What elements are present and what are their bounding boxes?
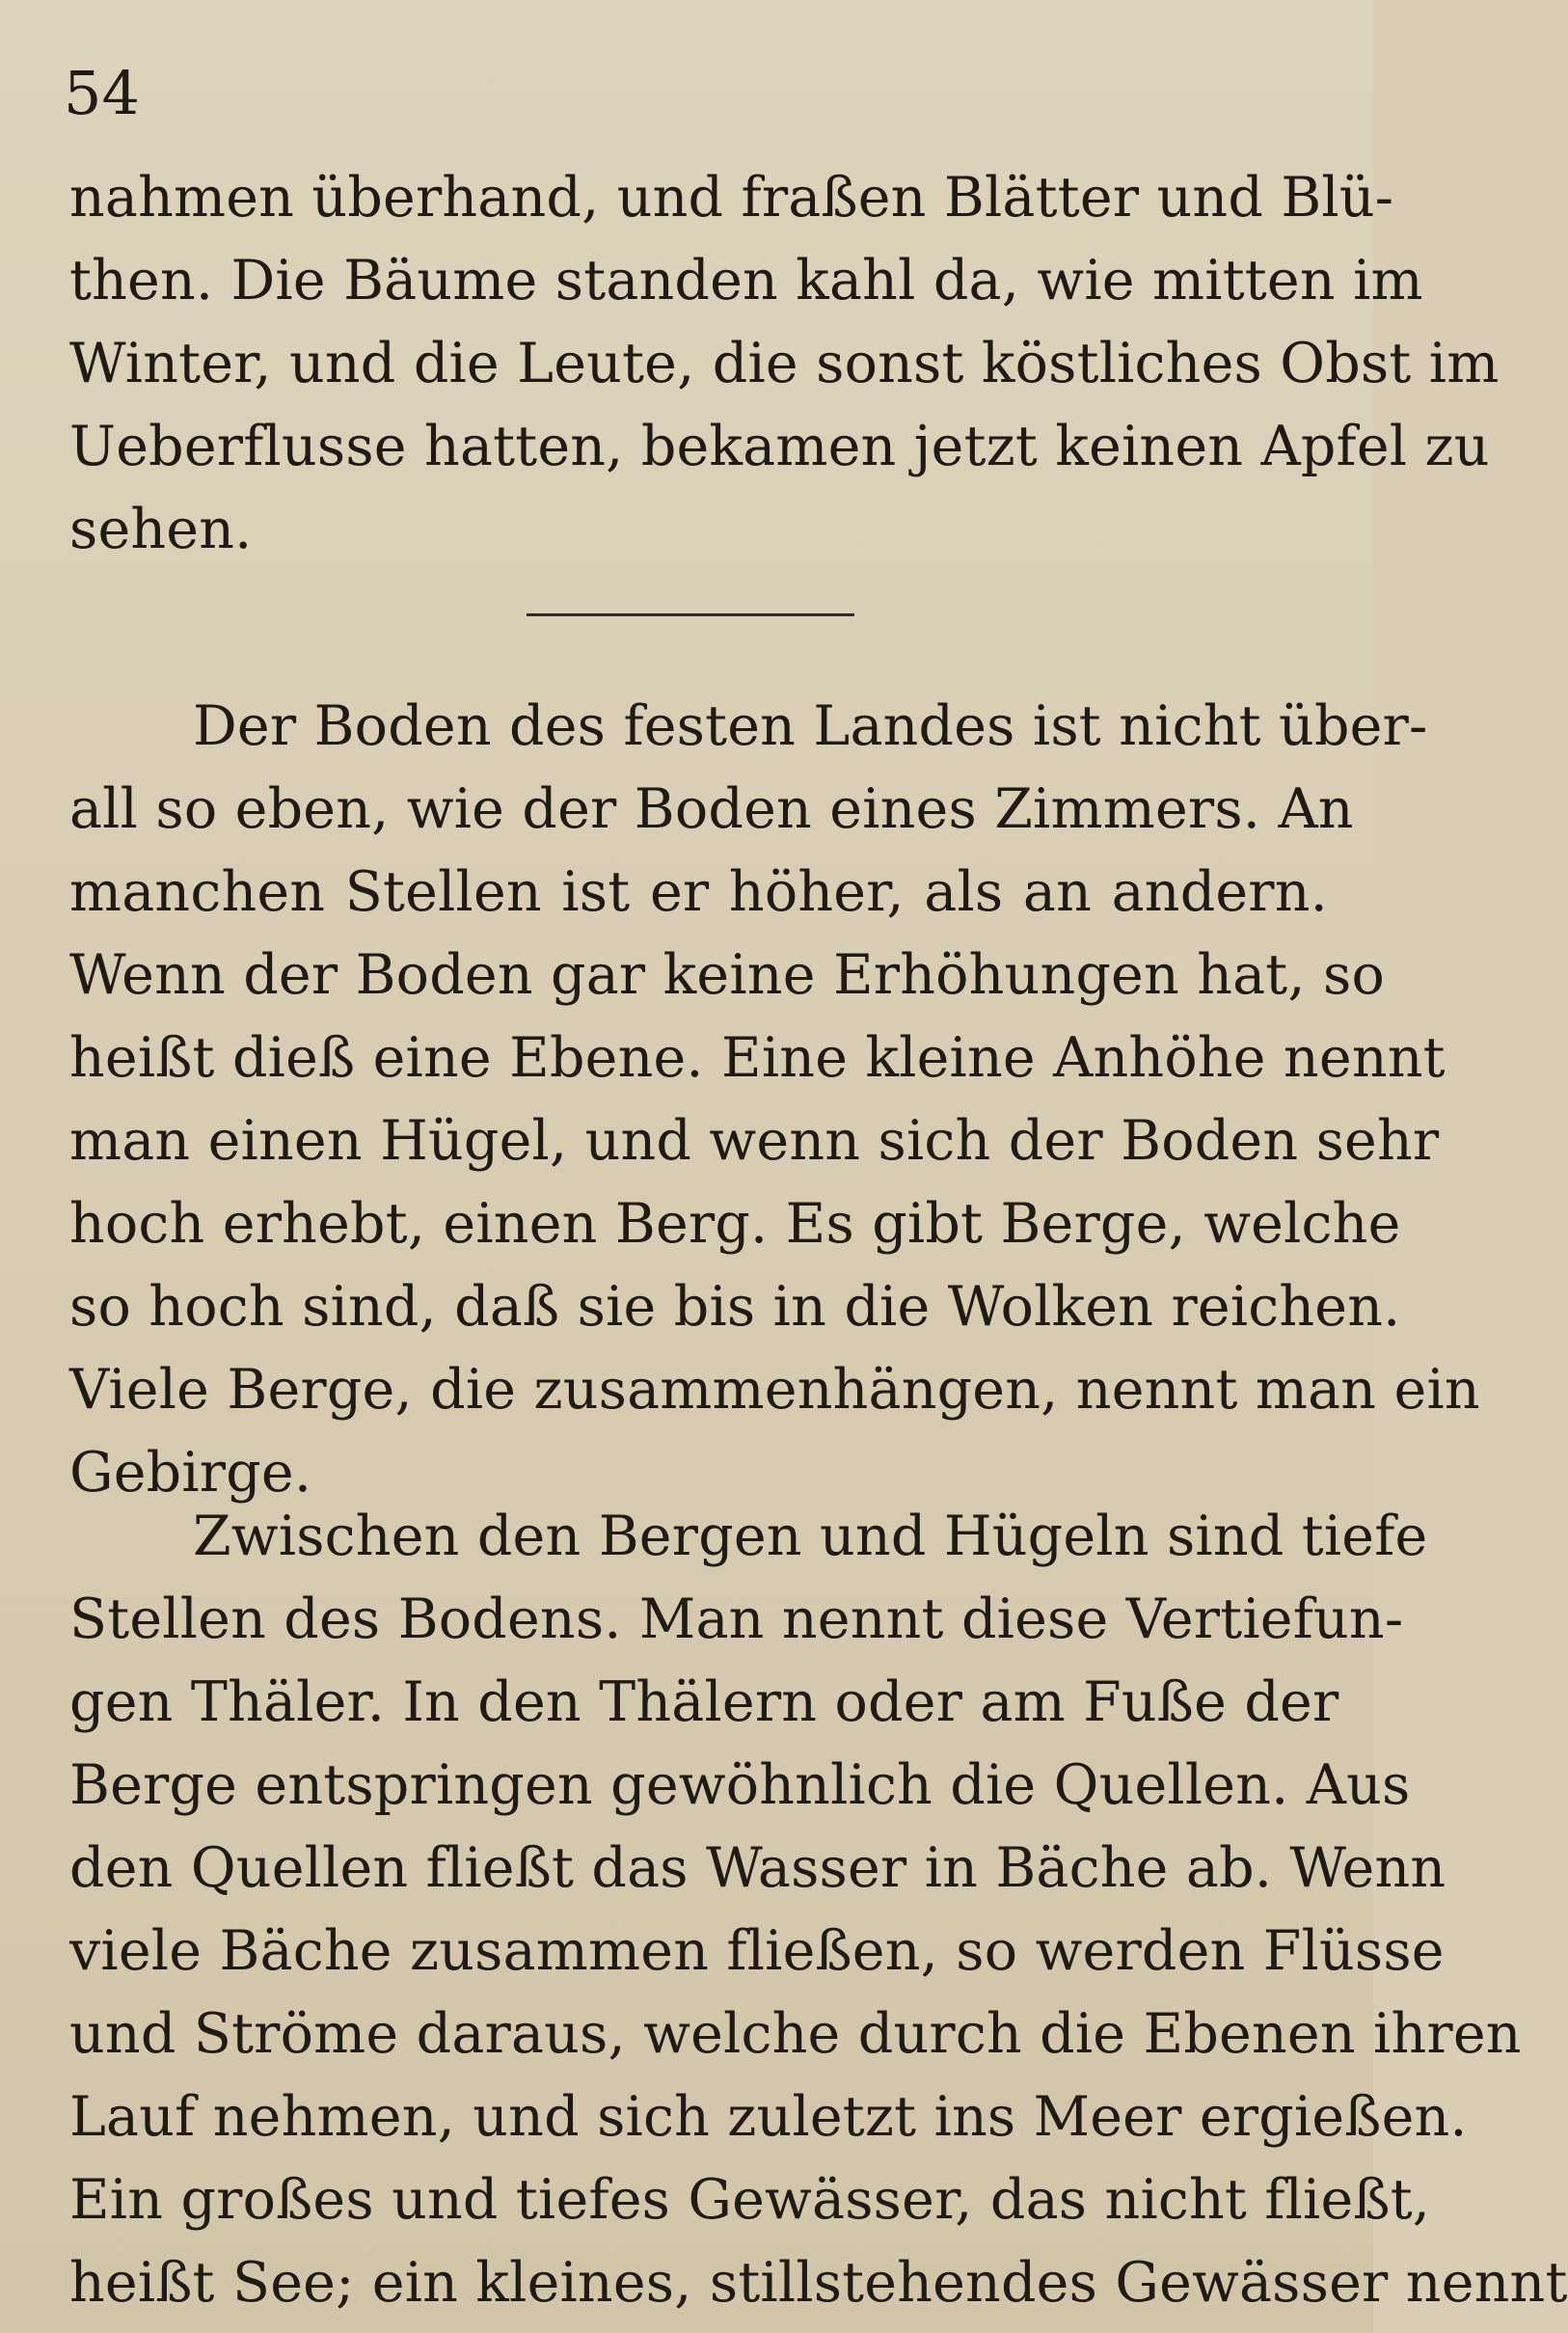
text-line: all so eben, wie der Boden eines Zimmers. An (69, 777, 1354, 841)
page-number: 54 (64, 58, 140, 128)
text-line: Winter, und die Leute, die sonst köstliches Obst im (69, 332, 1500, 395)
text-line: Gebirge. (69, 1441, 312, 1505)
paragraph-landforms (69, 685, 1480, 1514)
text-line: so hoch sind, daß sie bis in die Wolken reichen. (69, 1275, 1401, 1339)
text-line: Viele Berge, die zusammenhängen, nennt man ein (69, 1358, 1480, 1422)
text-line: sehen. (69, 498, 253, 561)
text-line: nahmen überhand, und fraßen Blätter und Blü- (69, 166, 1394, 230)
text-line: Lauf nehmen, und sich zuletzt ins Meer ergießen. (69, 2085, 1468, 2149)
text-line: und Ströme daraus, welche durch die Ebenen ihren (69, 2002, 1522, 2066)
text-line: Wenn der Boden gar keine Erhöhungen hat, so (69, 943, 1386, 1007)
section-divider (527, 613, 854, 616)
text-line: heißt dieß eine Ebene. Eine kleine Anhöhe nennt (69, 1026, 1446, 1090)
text-line: Der Boden des festen Landes ist nicht über- (193, 694, 1428, 758)
text-line: hoch erhebt, einen Berg. Es gibt Berge, welche (69, 1192, 1401, 1256)
text-line: manchen Stellen ist er höher, als an andern. (69, 860, 1328, 924)
text-line: then. Die Bäume standen kahl da, wie mitten im (69, 249, 1423, 312)
text-line: Zwischen den Bergen und Hügeln sind tiefe (193, 1505, 1428, 1568)
text-line: viele Bäche zusammen fließen, so werden Flüsse (69, 1919, 1445, 1983)
paragraph-continuation (69, 156, 1500, 571)
text-line: Berge entspringen gewöhnlich die Quellen. Aus (69, 1753, 1411, 1817)
text-line: Ein großes und tiefes Gewässer, das nicht fließt, (69, 2168, 1431, 2232)
paragraph-waters (69, 1495, 1568, 2324)
text-line: den Quellen fließt das Wasser in Bäche ab. Wenn (69, 1836, 1446, 1900)
text-line: Stellen des Bodens. Man nennt diese Vertiefun- (69, 1587, 1404, 1651)
text-line: man einen Hügel, und wenn sich der Boden sehr (69, 1109, 1440, 1173)
text-line: heißt See; ein kleines, stillstehendes Gewässer nennt (69, 2251, 1568, 2315)
text-line: gen Thäler. In den Thälern oder am Fuße der (69, 1670, 1339, 1734)
text-line: Ueberflusse hatten, bekamen jetzt keinen Apfel zu (69, 415, 1490, 478)
